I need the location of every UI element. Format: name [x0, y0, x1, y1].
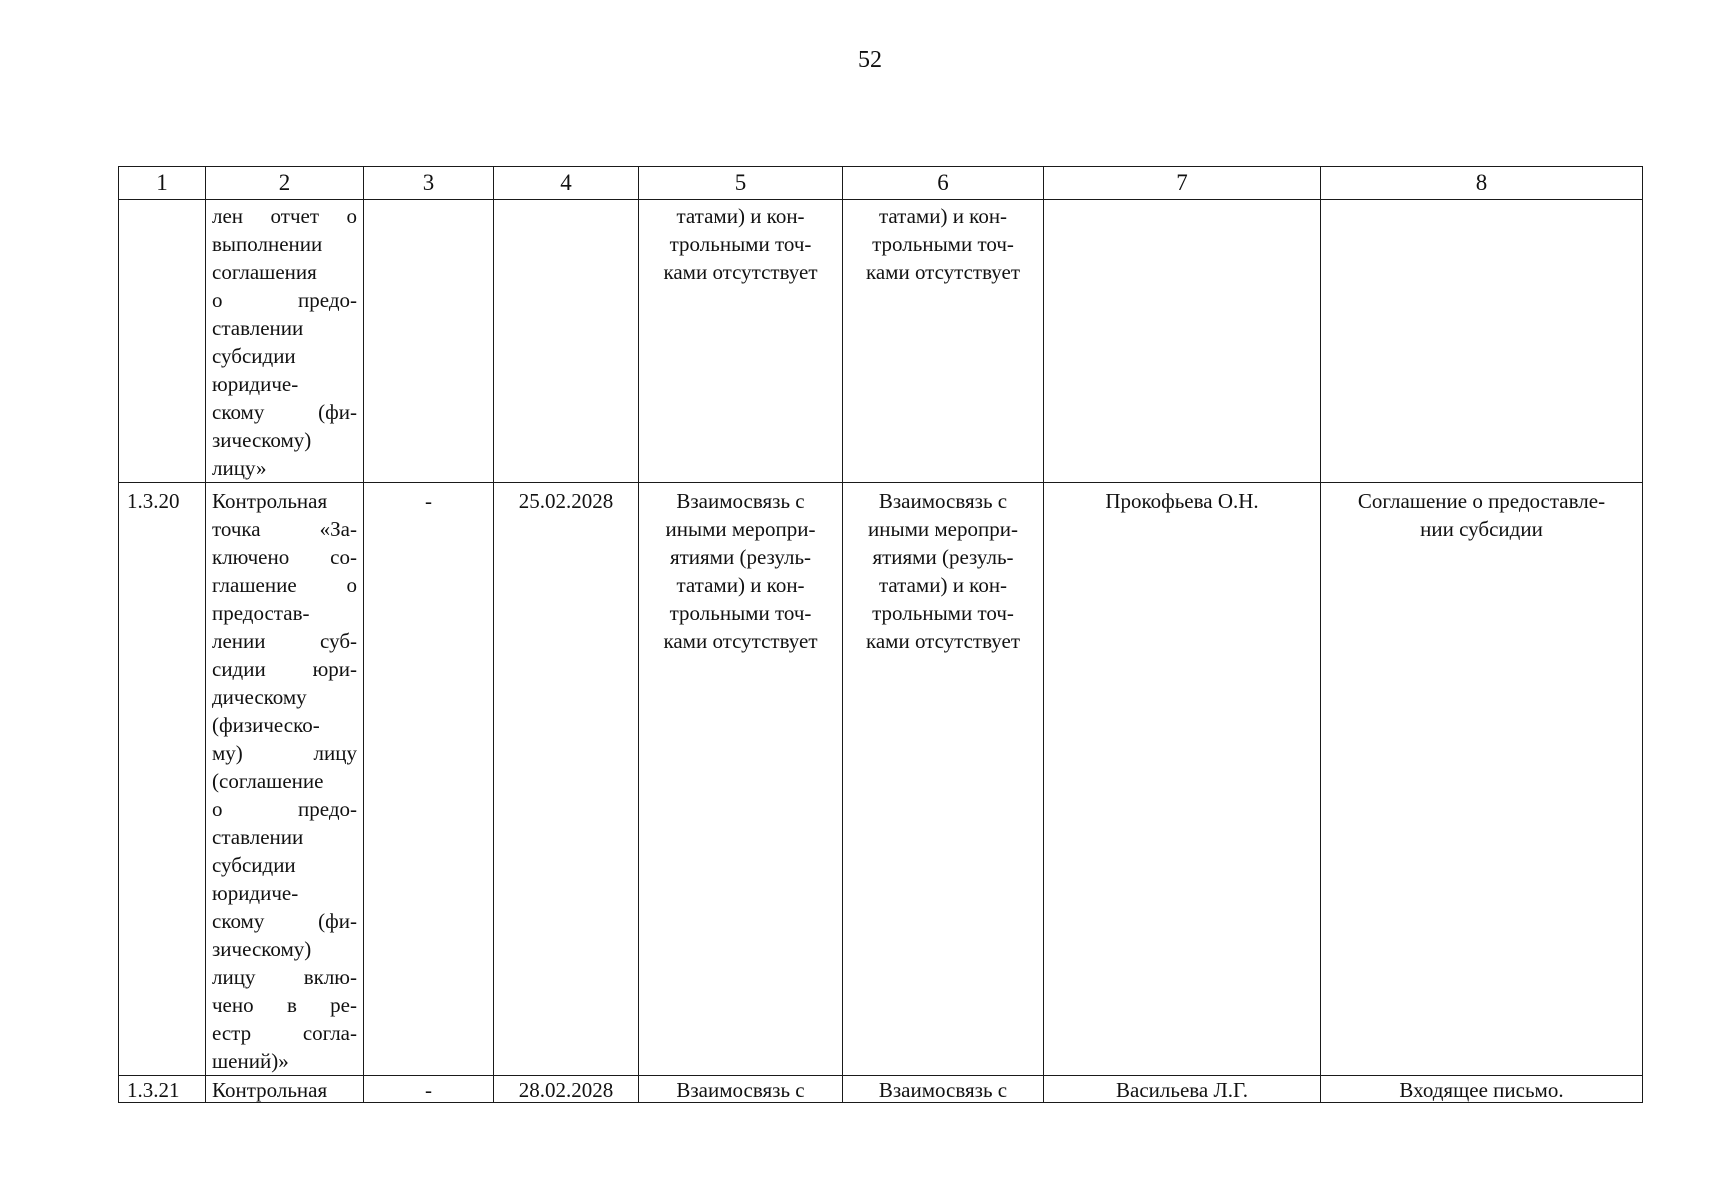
- table-header-row: [119, 167, 1643, 200]
- cell-responsible: Прокофьева О.Н.: [1044, 483, 1321, 1076]
- cell-text-line: ключено со-: [212, 545, 357, 569]
- cell-text-line: ятиями (резуль-: [669, 545, 812, 569]
- cell-col3: -: [364, 483, 494, 1076]
- cell-text-line: Взаимосвязь с: [676, 489, 805, 513]
- cell-text-line: точка «За-: [212, 517, 357, 541]
- cell-text-line: лен отчет о: [212, 204, 357, 228]
- cell-text-line: Соглашение о предоставле-: [1357, 489, 1606, 513]
- cell-relation-5: [639, 200, 843, 483]
- cell-text-line: зическому): [212, 937, 312, 961]
- table-row-1-3-21: [119, 1076, 1643, 1103]
- cell-text-line: соглашения: [212, 260, 317, 284]
- cell-text-line: ставлении: [212, 825, 304, 849]
- column-header: 6: [843, 167, 1044, 200]
- cell-date: 28.02.2028: [494, 1076, 639, 1103]
- cell-relation-5: Взаимосвязь с: [639, 1076, 843, 1103]
- cell-text-line: татами) и кон-: [878, 204, 1008, 228]
- cell-date: 25.02.2028: [494, 483, 639, 1076]
- cell-text-line: юридиче-: [212, 372, 299, 396]
- page-number: 52: [858, 47, 882, 73]
- cell-text-line: о предо-: [212, 288, 357, 312]
- cell-number: 1.3.21: [119, 1076, 206, 1103]
- cell-text-line: лении суб-: [212, 629, 357, 653]
- cell-text-line: сидии юри-: [212, 657, 357, 681]
- cell-text-line: трольными точ-: [872, 601, 1014, 625]
- cell-col3: -: [364, 1076, 494, 1103]
- cell-text-line: о предо-: [212, 797, 357, 821]
- column-header: 7: [1044, 167, 1321, 200]
- column-header: 8: [1321, 167, 1643, 200]
- cell-text-line: чено в ре-: [212, 993, 357, 1017]
- cell-text-line: выполнении: [212, 232, 323, 256]
- cell-document: [1321, 200, 1643, 483]
- cell-text-line: скому (фи-: [212, 909, 357, 933]
- cell-text-line: (соглашение: [212, 769, 324, 793]
- cell-text-line: ятиями (резуль-: [872, 545, 1014, 569]
- cell-relation-6: [843, 483, 1044, 1076]
- cell-number: [119, 200, 206, 483]
- cell-date: [494, 200, 639, 483]
- cell-number: 1.3.20: [119, 483, 206, 1076]
- cell-col3: [364, 200, 494, 483]
- cell-text-line: юридиче-: [212, 881, 299, 905]
- cell-text-line: скому (фи-: [212, 400, 357, 424]
- cell-text-line: иными меропри-: [868, 517, 1018, 541]
- column-header: 3: [364, 167, 494, 200]
- cell-text-line: дическому: [212, 685, 307, 709]
- cell-text-line: му) лицу: [212, 741, 357, 765]
- table-row-continuation: [119, 200, 1643, 483]
- cell-text-line: лицу вклю-: [212, 965, 357, 989]
- column-header: 1: [119, 167, 206, 200]
- cell-text-line: ками отсутствует: [663, 260, 818, 284]
- cell-responsible: [1044, 200, 1321, 483]
- cell-text-line: нии субсидии: [1420, 517, 1543, 541]
- cell-description: Контрольная: [206, 1076, 364, 1103]
- cell-relation-5: [639, 483, 843, 1076]
- cell-document: [1321, 483, 1643, 1076]
- cell-text-line: лицу»: [212, 456, 267, 480]
- cell-text-line: глашение о: [212, 573, 357, 597]
- cell-relation-6: [843, 200, 1044, 483]
- cell-document: Входящее письмо.: [1321, 1076, 1643, 1103]
- column-header: 2: [206, 167, 364, 200]
- cell-text-line: естр согла-: [212, 1021, 357, 1045]
- cell-text-line: ками отсутствует: [865, 260, 1021, 284]
- cell-text-line: ками отсутствует: [865, 629, 1021, 653]
- cell-description: [206, 483, 364, 1076]
- column-header: 5: [639, 167, 843, 200]
- cell-text-line: трольными точ-: [872, 232, 1014, 256]
- cell-text-line: ками отсутствует: [663, 629, 818, 653]
- cell-text-line: субсидии: [212, 853, 296, 877]
- column-header: 4: [494, 167, 639, 200]
- cell-relation-6: Взаимосвязь с: [843, 1076, 1044, 1103]
- cell-text-line: трольными точ-: [669, 601, 812, 625]
- cell-text-line: предостав-: [212, 601, 310, 625]
- cell-text-line: Контрольная: [212, 489, 328, 513]
- control-points-table: [118, 166, 1643, 1103]
- cell-text-line: татами) и кон-: [878, 573, 1008, 597]
- cell-description: [206, 200, 364, 483]
- cell-text-line: ставлении: [212, 316, 304, 340]
- cell-text-line: татами) и кон-: [676, 204, 805, 228]
- cell-text-line: татами) и кон-: [676, 573, 805, 597]
- cell-responsible: Васильева Л.Г.: [1044, 1076, 1321, 1103]
- table-row-1-3-20: [119, 483, 1643, 1076]
- cell-text-line: Взаимосвязь с: [878, 489, 1008, 513]
- cell-text-line: шений)»: [212, 1049, 289, 1073]
- cell-text-line: зическому): [212, 428, 312, 452]
- cell-text-line: иными меропри-: [665, 517, 816, 541]
- cell-text-line: субсидии: [212, 344, 296, 368]
- cell-text-line: трольными точ-: [669, 232, 812, 256]
- cell-text-line: (физическо-: [212, 713, 320, 737]
